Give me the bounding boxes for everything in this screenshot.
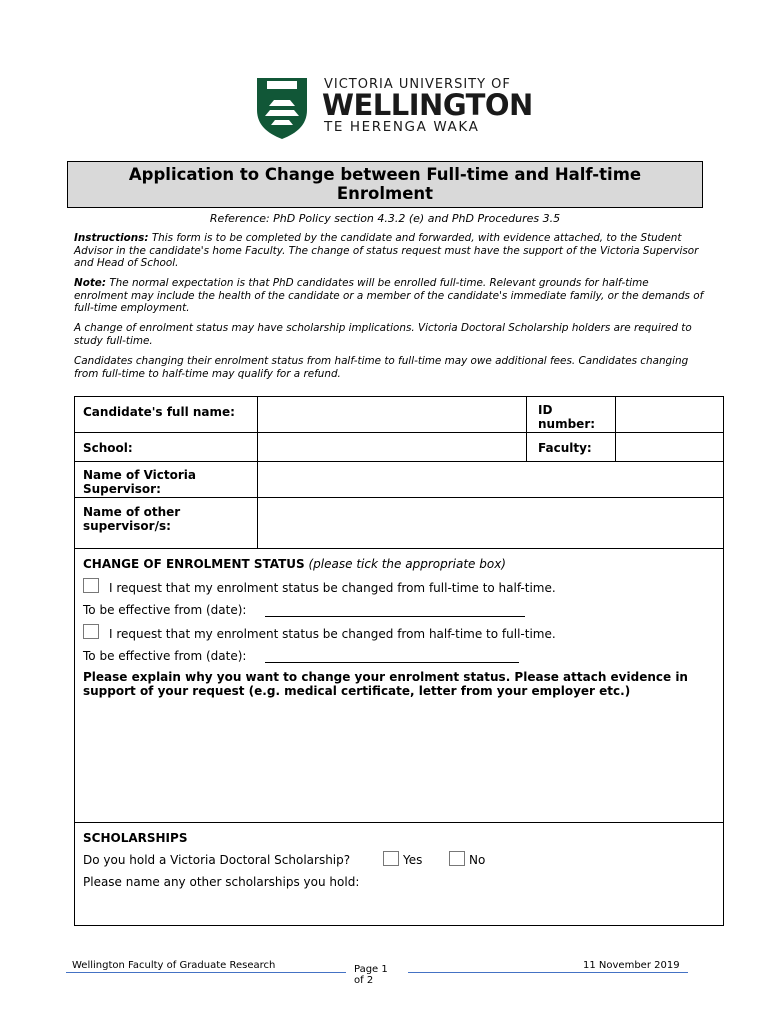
candidate-name-field[interactable] [259,398,525,431]
footer-page-number: Page 1 of 2 [354,964,388,986]
effective-date-field-2[interactable] [265,662,519,663]
footer-date: 11 November 2019 [583,960,680,971]
half-to-full-checkbox[interactable] [83,624,99,639]
victoria-supervisor-label: Name of Victoria Supervisor: [83,468,197,496]
footer-rule-left [66,972,346,973]
scholarship-no-checkbox[interactable] [449,851,465,866]
school-label: School: [83,441,133,455]
faculty-label: Faculty: [538,441,592,455]
scholarship-question: Do you hold a Victoria Doctoral Scholarship? [83,853,351,867]
shield-icon [255,76,309,140]
logo-line-1: VICTORIA UNIVERSITY OF [324,77,511,92]
university-logo [240,60,533,150]
scholarship-implications-paragraph: A change of enrolment status may have scholarship implications. Victoria Doctoral Scholarship holders are required to study full-time. [74,322,692,347]
id-number-label: ID number: [538,403,596,431]
explanation-field[interactable] [79,701,719,819]
full-to-half-label: I request that my enrolment status be changed from full-time to half-time. [109,581,556,595]
instructions-paragraph: Instructions: This form is to be completed by the candidate and forwarded, with evidence attached, to the Student Advisor in the candidate's home Faculty. The change of status request must have the support of the Victoria Supervisor and Head of School. [74,232,699,270]
footer-rule-right [408,972,688,973]
effective-date-label-2: To be effective from (date): [83,649,247,663]
scholarship-no-label: No [469,853,486,867]
other-supervisor-label: Name of other supervisor/s: [83,505,181,533]
logo-line-3: TE HERENGA WAKA [324,119,480,135]
candidate-name-label: Candidate's full name: [83,405,235,419]
effective-date-label-1: To be effective from (date): [83,603,247,617]
scholarships-heading: SCHOLARSHIPS [83,831,188,845]
other-supervisor-field[interactable] [259,499,721,547]
form-title: Application to Change between Full-time and Half-time Enrolment [67,161,703,208]
effective-date-field-1[interactable] [265,616,525,617]
id-number-field[interactable] [617,398,721,431]
full-to-half-checkbox[interactable] [83,578,99,593]
victoria-supervisor-field[interactable] [259,463,721,496]
half-to-full-label: I request that my enrolment status be changed from half-time to full-time. [109,627,556,641]
faculty-field[interactable] [617,434,721,460]
note-paragraph: Note: The normal expectation is that PhD candidates will be enrolled full-time. Relevant grounds for half-time enrolment may include the health of the candidate or a member of the candidate's immediate family, or the demands of full-time employment. [74,277,704,315]
scholarship-yes-label: Yes [403,853,423,867]
form-table [74,396,724,926]
fees-paragraph: Candidates changing their enrolment status from half-time to full-time may owe additional fees. Candidates changing from full-time to half-time may qualify for a refund. [74,355,689,380]
enrolment-status-heading: CHANGE OF ENROLMENT STATUS (please tick the appropriate box) [83,557,506,571]
footer-faculty: Wellington Faculty of Graduate Research [72,960,276,971]
reference-line: Reference: PhD Policy section 4.3.2 (e) and PhD Procedures 3.5 [209,212,561,225]
other-scholarships-label: Please name any other scholarships you hold: [83,875,360,889]
school-field[interactable] [259,434,525,460]
explain-instruction: Please explain why you want to change your enrolment status. Please attach evidence in support of your request (e.g. medical certificate, letter from your employer etc.) [83,670,688,698]
logo-line-2: WELLINGTON [322,88,533,122]
scholarship-yes-checkbox[interactable] [383,851,399,866]
other-scholarships-field[interactable] [79,891,719,923]
